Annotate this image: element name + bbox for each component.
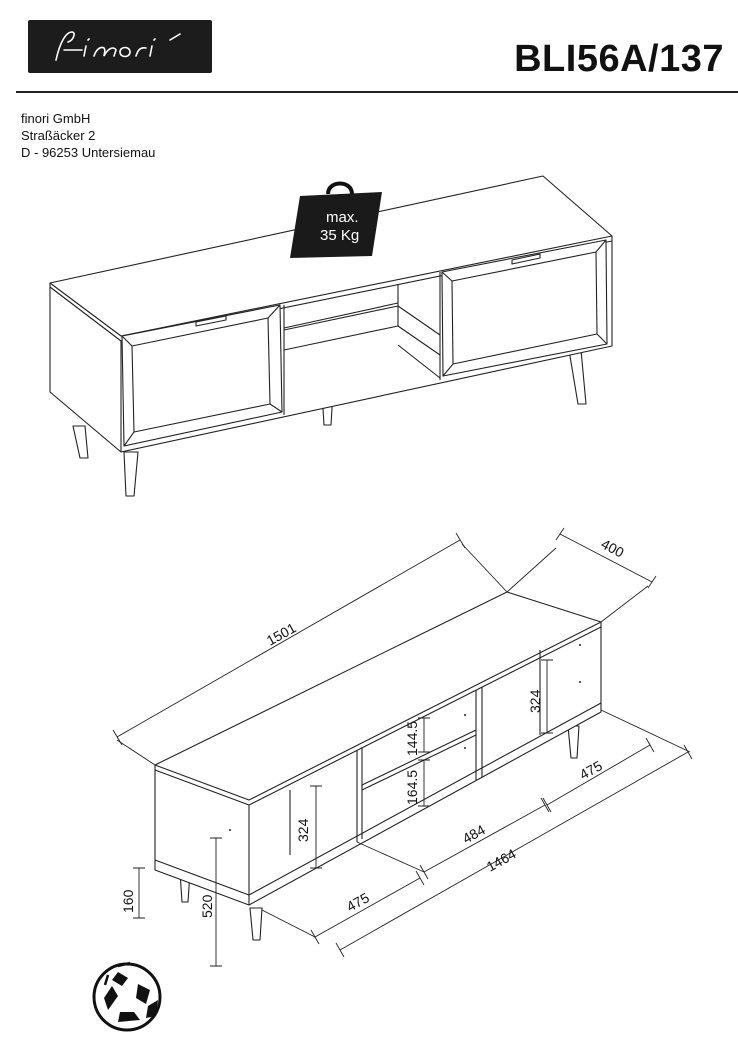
dim-depth: 400: [598, 535, 627, 561]
tv-stand-dimension-drawing: [113, 528, 692, 966]
dim-shelf-upper: 144.5: [404, 720, 420, 756]
weight-label-max: max.: [326, 209, 359, 226]
model-number: BLI56A/137: [514, 38, 724, 80]
weight-label-value: 35 Kg: [320, 227, 360, 244]
dim-middle-width: 484: [459, 821, 488, 847]
dim-inner-width: 1464: [483, 845, 519, 875]
address-street: Straßäcker 2: [21, 128, 96, 143]
dim-compartment-height-right: 324: [527, 689, 543, 713]
address-city: D - 96253 Untersiemau: [21, 145, 156, 160]
max-load-weight-icon: [290, 184, 382, 259]
dim-width: 1501: [263, 619, 299, 649]
dim-side-width-left: 475: [343, 889, 372, 915]
dim-total-height: 520: [199, 894, 215, 918]
address-company: finori GmbH: [21, 111, 91, 126]
dim-leg-height: 160: [120, 889, 136, 913]
dim-compartment-height-left: 324: [295, 818, 311, 842]
dim-shelf-lower: 164.5: [404, 769, 420, 805]
recycle-disposal-icon: [94, 963, 160, 1030]
dim-side-width-right: 475: [576, 757, 605, 783]
